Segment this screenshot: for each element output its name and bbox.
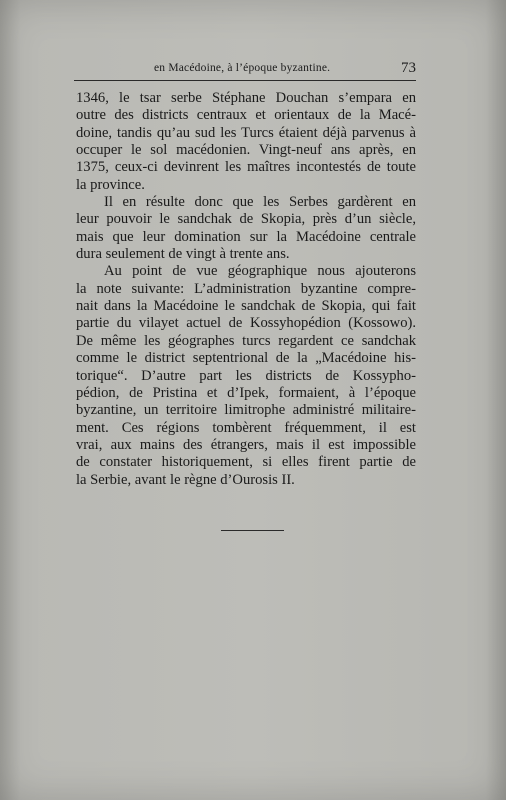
text-line: leur pouvoir le sandchak de Skopia, près d’un siècle, (76, 211, 416, 228)
text-line: 1375, ceux-ci devinrent les maîtres incontestés de toute (76, 159, 416, 176)
text-line: dura seulement de vingt à trente ans. (76, 246, 290, 263)
body-text (76, 90, 416, 489)
text-line: byzantine, un territoire limitrophe administré militaire- (76, 402, 416, 419)
text-line: comme le district septentrional de la „Macédoine his- (76, 350, 416, 367)
text-line: la province. (76, 176, 145, 193)
section-end-rule (221, 530, 284, 531)
paragraph (76, 263, 416, 488)
text-line: partie du vilayet actuel de Kossyhopédion (Kossowo). (76, 315, 416, 332)
running-title: en Macédoine, à l’époque byzantine. (154, 62, 331, 74)
text-line: ment. Ces régions tombèrent fréquemment, il est (76, 419, 416, 436)
text-line: pédion, de Pristina et d’Ipek, formaient, à l’époque (76, 384, 416, 401)
text-line: Il en résulte donc que les Serbes gardèrent en (104, 194, 416, 211)
text-line: vrai, aux mains des étrangers, mais il est impossible (76, 436, 416, 453)
text-line: mais que leur domination sur la Macédoine centrale (76, 228, 416, 245)
text-line: Au point de vue géographique nous ajouterons (104, 263, 416, 280)
text-line: nait dans la Macédoine le sandchak de Skopia, qui fait (76, 298, 416, 315)
page-number: 73 (401, 60, 416, 76)
text-line: torique“. D’autre part les districts de Kossypho- (76, 367, 416, 384)
text-line: la note suivante: L’administration byzantine compre- (76, 280, 416, 297)
text-line: De même les géographes turcs regardent ce sandchak (76, 332, 416, 349)
text-line: outre des districts centraux et orientaux de la Macé- (76, 107, 416, 124)
text-line: de constater historiquement, si elles firent partie de (76, 454, 416, 471)
text-line: occuper le sol macédonien. Vingt-neuf ans après, en (76, 142, 416, 159)
text-line: 1346, le tsar serbe Stéphane Douchan s’empara en (76, 90, 416, 106)
text-line: la Serbie, avant le règne d’Ourosis II. (76, 471, 295, 488)
paragraph (76, 90, 416, 194)
paragraph (76, 194, 416, 263)
text-line: doine, tandis qu’au sud les Turcs étaient déjà parvenus à (76, 124, 416, 141)
page-header (74, 60, 416, 81)
